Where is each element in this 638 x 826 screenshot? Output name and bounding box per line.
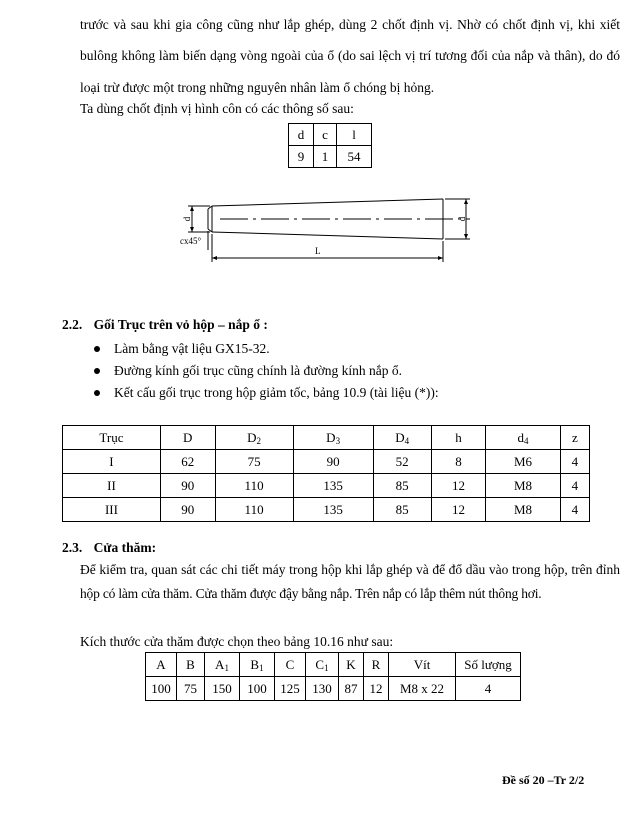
table-cell: 87 (339, 677, 364, 701)
table-cell: 90 (160, 498, 215, 522)
table-cell: 100 (240, 677, 275, 701)
bullet-text: Đường kính gối trục cũng chính là đường kính nắp ổ. (114, 363, 402, 378)
table-cell: 130 (306, 677, 339, 701)
table-cell: 125 (275, 677, 306, 701)
table-cell: M6 (486, 450, 560, 474)
hatch-header-cell: Số lượng (456, 653, 521, 677)
table-cell: 4 (560, 450, 589, 474)
table-cell: 4 (560, 474, 589, 498)
table-cell: M8 x 22 (389, 677, 456, 701)
table-cell: 12 (431, 474, 486, 498)
table-cell: 8 (431, 450, 486, 474)
hatch-header-cell: A (146, 653, 177, 677)
section-23-para-line-1: Để kiểm tra, quan sát các chi tiết máy trong hộp khi lắp ghép và để đổ dầu vào trong hộp, trên đỉnh (80, 562, 620, 577)
bearing-header-cell: z (560, 426, 589, 450)
table-cell: 110 (215, 498, 293, 522)
table-cell: 90 (293, 450, 373, 474)
pin-table-value-l: 54 (337, 146, 372, 168)
intro-line-3: loại trừ được một trong những nguyên nhân làm ổ chóng bị hỏng. (80, 80, 435, 95)
hatch-header-cell: $A_1$ (205, 653, 240, 677)
bearing-header-cell: $D_4$ (373, 426, 431, 450)
hatch-header-cell: $B_1$ (240, 653, 275, 677)
pin-d-left-label: d (182, 216, 192, 222)
table-cell: 85 (373, 474, 431, 498)
bullet-dot-icon (94, 368, 100, 374)
table-header-row (63, 426, 590, 450)
pin-d-right-label: d (457, 216, 467, 222)
section-23-table-intro: Kích thước cửa thăm được chọn theo bảng 10.16 như sau: (80, 634, 394, 649)
bearing-header-cell: D (160, 426, 215, 450)
table-cell: 75 (177, 677, 205, 701)
table-row (146, 677, 521, 701)
section-22-heading (62, 317, 268, 333)
table-row (63, 474, 590, 498)
intro-line-1: trước và sau khi gia công cũng như lắp ghép, dùng 2 chốt định vị. Nhờ có chốt định vị, khi xiết (80, 17, 620, 32)
tapered-pin-drawing (170, 188, 480, 268)
table-cell: M8 (486, 498, 560, 522)
pin-chamfer-label: cx45° (180, 236, 202, 246)
table-cell: 4 (560, 498, 589, 522)
bearing-header-cell: $D_3$ (293, 426, 373, 450)
bearing-header-cell: h (431, 426, 486, 450)
table-cell: 135 (293, 498, 373, 522)
pin-table-header-c: c (314, 124, 337, 146)
section-22-title: Gối Trục trên vỏ hộp – nắp ổ : (93, 317, 268, 332)
table-cell: 12 (364, 677, 389, 701)
section-23-title: Cửa thăm: (93, 540, 157, 555)
table-row (63, 498, 590, 522)
bearing-header-cell: $D_2$ (215, 426, 293, 450)
bullet-dot-icon (94, 390, 100, 396)
bullet-text: Kết cấu gối trục trong hộp giảm tốc, bảng 10.9 (tài liệu (*)): (114, 385, 439, 400)
table-cell: 135 (293, 474, 373, 498)
table-cell: 62 (160, 450, 215, 474)
section-23-para-line-2: hộp có làm cửa thăm. Cửa thăm được đậy bằng nắp. Trên nắp có lắp thêm nút thông hơi. (80, 586, 542, 601)
table-cell: 4 (456, 677, 521, 701)
table-cell: III (63, 498, 161, 522)
bullet-dot-icon (94, 346, 100, 352)
table-cell: 75 (215, 450, 293, 474)
intro-line-4: Ta dùng chốt định vị hình côn có các thông số sau: (80, 101, 354, 116)
table-cell: 110 (215, 474, 293, 498)
intro-line-2: bulông không làm biến dạng vòng ngoài của ổ (do sai lệch vị trí tương đối của nắp và thân), do đó (80, 48, 620, 63)
pin-table-header-d: d (289, 124, 314, 146)
page-footer: Đề số 20 –Tr 2/2 (502, 773, 585, 787)
pin-table-value-c: 1 (314, 146, 337, 168)
hatch-header-cell: Vít (389, 653, 456, 677)
pin-table-header-l: l (337, 124, 372, 146)
pin-length-label: L (315, 246, 321, 256)
table-row (63, 450, 590, 474)
table-cell: 150 (205, 677, 240, 701)
inspection-hatch-table (145, 652, 521, 701)
table-cell: I (63, 450, 161, 474)
bearing-header-cell: $d_4$ (486, 426, 560, 450)
table-cell: M8 (486, 474, 560, 498)
table-cell: 100 (146, 677, 177, 701)
bullet-item (94, 341, 270, 357)
bullet-text: Làm bằng vật liệu GX15-32. (114, 341, 270, 356)
section-22-number: 2.2. (62, 317, 83, 332)
section-23-heading (62, 540, 156, 556)
bullet-item (94, 363, 402, 379)
table-cell: 90 (160, 474, 215, 498)
table-cell: 52 (373, 450, 431, 474)
pin-parameter-table (288, 123, 372, 168)
bullet-item (94, 385, 439, 401)
table-cell: II (63, 474, 161, 498)
section-23-number: 2.3. (62, 540, 83, 555)
table-cell: 12 (431, 498, 486, 522)
bearing-header-cell: Trục (63, 426, 161, 450)
hatch-header-cell: C (275, 653, 306, 677)
table-header-row (146, 653, 521, 677)
hatch-header-cell: K (339, 653, 364, 677)
hatch-header-cell: B (177, 653, 205, 677)
hatch-header-cell: R (364, 653, 389, 677)
hatch-header-cell: $C_1$ (306, 653, 339, 677)
table-cell: 85 (373, 498, 431, 522)
pin-table-value-d: 9 (289, 146, 314, 168)
bearing-support-table (62, 425, 590, 522)
